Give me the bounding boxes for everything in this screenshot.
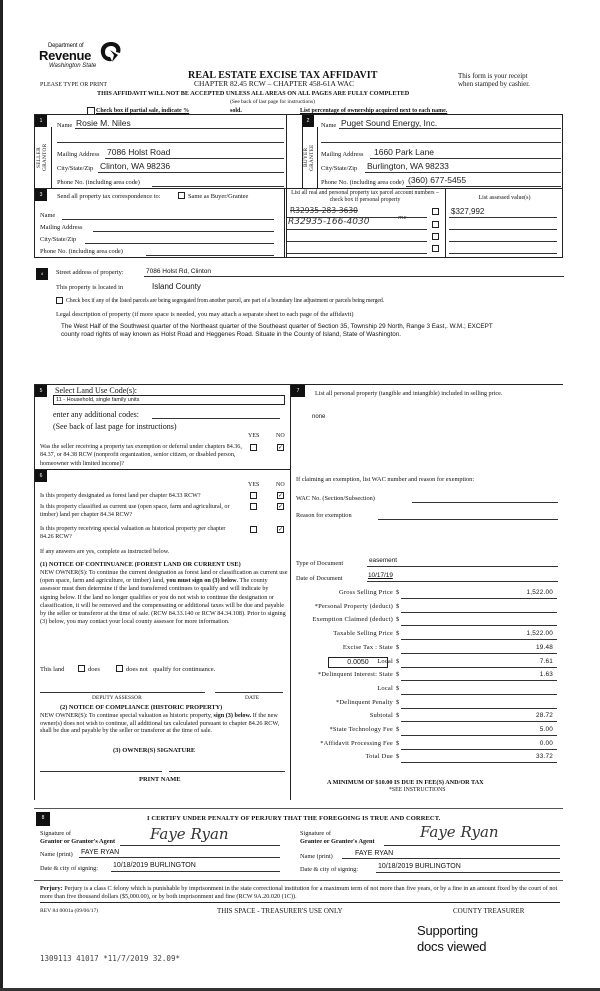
personal-property-checkbox[interactable] (432, 233, 439, 240)
fee-row (300, 740, 557, 750)
receipt-note-1: This form is your receipt (458, 72, 528, 80)
buyer-phone-field[interactable]: (360) 677-5455 (408, 175, 467, 185)
fee-amount-field[interactable]: 19.48 (536, 643, 553, 651)
section-3-badge: 3 (35, 189, 47, 201)
fee-row (300, 603, 557, 613)
seller-name-field[interactable]: Rosie M. Niles (76, 118, 131, 128)
this-land-label: This land (40, 666, 65, 673)
buyer-name-line-2 (321, 142, 561, 143)
owner-signature-line[interactable] (40, 771, 162, 772)
grantee-sig-label-1: Signature of (300, 830, 331, 837)
doc-type-label: Type of Document (296, 560, 344, 567)
personal-property-value[interactable]: none (312, 414, 326, 420)
fee-row (300, 699, 557, 709)
fee-label: Excise Tax : State (342, 643, 393, 651)
notice1-post: . The county assessor must then determine if the land transferred continues to qualify and will indicate by signing below. If the land no longer qualifies or you do not wish to continue the designation or classification, it will be removed and the compensating or additional taxes will be due and payable by the seller or transferor at the time of sale. (RCW 84.33.140 or RCW 84.34.108). Prior to signing (3) below, you may contact your local county assessor for more information. (40, 577, 286, 626)
grantee-signature[interactable]: Faye Ryan (420, 823, 499, 841)
no-header-6: NO (276, 482, 285, 488)
wac-line[interactable] (412, 502, 558, 503)
doc-date-line (367, 581, 558, 582)
does-not-label: does not (126, 666, 148, 673)
fee-label: Local (377, 684, 393, 692)
notice1-text (40, 569, 288, 626)
buyer-mailing-field[interactable]: 1660 Park Lane (374, 147, 435, 157)
assessed-line (449, 217, 557, 218)
fee-label: Gross Selling Price (339, 589, 393, 596)
fee-line (401, 749, 557, 750)
fee-row (300, 726, 557, 736)
fee-line (401, 680, 557, 681)
section-1-badge: 1 (35, 115, 47, 127)
section-7-badge: 7 (291, 385, 305, 397)
reason-label: Reason for exemption (296, 512, 352, 519)
see-back-note: (See back of last page for instructions) (230, 99, 315, 105)
grantor-name-field[interactable]: FAYE RYAN (81, 849, 120, 856)
additional-codes-label: enter any additional codes: (53, 410, 139, 419)
owner-signature-label: (3) OWNER(S) SIGNATURE (113, 747, 196, 754)
parcel-line[interactable] (287, 253, 427, 254)
fee-line (401, 639, 557, 640)
land-use-label: Select Land Use Code(s): (55, 386, 137, 395)
grantor-sig-line (120, 845, 280, 846)
legal-description[interactable]: The West Half of the Southwest quarter of the Northeast quarter of the Southeast quarter of Section 35, Township 29 North, Range 3 East,. W.M.; EXCEPT county road rights of way known as Holst Road and Heggenes Road. Situate in the County of Island, State of Washington. (61, 323, 493, 339)
form-warning: THIS AFFIDAVIT WILL NOT BE ACCEPTED UNLESS ALL AREAS ON ALL PAGES ARE FULLY COMPLETED (97, 90, 410, 97)
fee-label: *Personal Property (deduct) (314, 602, 393, 610)
buyer-label: BUYER (303, 147, 309, 168)
fee-label: Total Due (365, 753, 393, 761)
doc-date-label: Date of Document (296, 575, 343, 582)
assessor-date-line[interactable] (215, 692, 283, 693)
logo-state: Washington State (49, 63, 97, 69)
logo-dept: Department of (48, 43, 84, 49)
grantee-date-field[interactable]: 10/18/2019 BURLINGTON (378, 863, 461, 870)
dollar-sign: $ (396, 698, 400, 706)
fee-line (401, 625, 557, 626)
fee-amount-field[interactable]: 1,522.00 (526, 589, 553, 596)
stamp-docs-viewed: docs viewed (417, 939, 487, 954)
exemption-yes-checkbox[interactable] (250, 444, 257, 451)
dollar-sign: $ (396, 643, 400, 651)
fee-label: Subtotal (369, 712, 393, 720)
deputy-assessor-label: DEPUTY ASSESSOR (92, 695, 142, 701)
exemption-question: Was the seller receiving a property tax exemption or deferral under chapters 84.36, 84.37, or 84.38 RCW (nonprofit organization, senior citizen, or disabled person, homeowner with limited income)? (40, 444, 242, 467)
grantor-label: GRANTOR (42, 143, 49, 172)
fee-line (401, 762, 557, 763)
exemption-no-checkbox[interactable]: ✓ (278, 444, 284, 451)
grantor-date-label: Date & city of signing: (40, 865, 99, 872)
seller-name-label: Name (57, 122, 73, 129)
buyer-mailing-line (370, 158, 561, 159)
assessed-line[interactable] (449, 241, 557, 242)
dollar-sign: $ (396, 726, 400, 733)
personal-property-checkbox[interactable] (432, 208, 439, 215)
doc-date-field[interactable]: 10/17/19 (368, 572, 393, 579)
buyer-city-label: City/State/Zip (321, 165, 358, 172)
buyer-name-line (339, 128, 561, 129)
fee-label: Exemption Claimed (deduct) (312, 616, 393, 624)
scan-edge (0, 0, 3, 991)
perjury-bold: Perjury: (40, 885, 63, 892)
fee-label: *Delinquent Penalty (335, 698, 393, 706)
forest-yes-checkbox[interactable] (250, 492, 257, 499)
parcel-line[interactable] (287, 241, 427, 242)
perjury-notice (40, 885, 560, 903)
street-field[interactable]: 7086 Holst Rd, Clinton (146, 268, 212, 275)
ownership-note: List percentage of ownership acquired next to each name. (300, 108, 448, 114)
fee-label: Local (377, 657, 393, 665)
mid-divider (290, 384, 291, 800)
legal-label: Legal description of property (if more space is needed, you may attach a separate sheet to each page of the affidavit) (56, 311, 354, 318)
fee-row (300, 589, 557, 599)
seller-mailing-line (105, 158, 284, 159)
dollar-sign: $ (396, 602, 400, 610)
fee-line (401, 708, 557, 709)
treasurer-space: THIS SPACE - TREASURER'S USE ONLY (217, 907, 343, 915)
dollar-sign: $ (396, 739, 400, 747)
buyer-city-line (365, 172, 561, 173)
notice2-post: If the new owner(s) does not wish to continue, all additional tax calculated pursuant to chapter 84.26 RCW, shall be due and payable by the seller or transferor at the time of sale. (40, 712, 280, 734)
buyer-name-field[interactable]: Puget Sound Energy, Inc. (341, 118, 438, 128)
section-4-badge: 4 (36, 268, 48, 280)
grantor-sig-label-1: Signature of (40, 830, 71, 837)
corr-phone-label: Phone No. (including area code) (40, 248, 123, 255)
historic-yes-checkbox[interactable] (250, 526, 257, 533)
receipt-note-2: when stamped by cashier. (458, 80, 530, 88)
fee-row (300, 712, 557, 722)
same-as-buyer-label: Same as Buyer/Grantee (188, 193, 249, 200)
qualify-label: qualify for continuance. (153, 666, 216, 673)
seller-phone-label: Phone No. (including area code) (57, 179, 140, 186)
additional-codes-line[interactable] (152, 418, 280, 419)
rev-label: REV 84 0001a (09/06/17) (40, 908, 99, 914)
corr-city-label: City/State/Zip (40, 236, 77, 243)
buyer-side-label (303, 135, 317, 180)
fee-line (401, 598, 557, 599)
fee-row (300, 753, 557, 763)
notice2-text (40, 712, 288, 735)
forest-no-checkbox[interactable]: ✓ (278, 492, 284, 499)
parcel-number-field[interactable]: R32935-166-4030 (288, 217, 370, 227)
wac-label: WAC No. (Section/Subsection) (296, 495, 375, 502)
parcel-number-field[interactable]: R32935-283-3630 (290, 206, 358, 215)
correspondence-label: Send all property tax correspondence to: (57, 193, 161, 200)
grantee-sig-line (384, 845, 560, 846)
dollar-sign: $ (396, 616, 400, 624)
grantor-date-field[interactable]: 10/18/2019 BURLINGTON (113, 862, 196, 869)
form-title: REAL ESTATE EXCISE TAX AFFIDAVIT (188, 70, 378, 81)
grantee-date-line (376, 872, 560, 873)
no-header-5: NO (276, 433, 285, 439)
local-rate-field[interactable]: 0.0050 (328, 657, 388, 668)
fee-line (401, 612, 557, 613)
fee-label: *Affidavit Processing Fee (320, 739, 393, 747)
print-name-line[interactable] (169, 771, 285, 772)
forest-land-question: Is this property designated as forest land per chapter 84.33 RCW? (40, 493, 201, 499)
receipt-code: 1309113 41017 *11/7/2019 32.09* (40, 954, 180, 963)
fee-line (401, 721, 557, 722)
historic-no-checkbox[interactable]: ✓ (278, 526, 284, 533)
located-label: This property is located in (56, 284, 124, 291)
see-instructions: *SEE INSTRUCTIONS (389, 787, 446, 793)
street-line (144, 276, 564, 277)
corr-mailing-line[interactable] (93, 231, 274, 232)
buyer-phone-line (406, 186, 561, 187)
section-2-badge: 2 (302, 115, 314, 127)
buyer-name-label: Name (321, 122, 337, 129)
stamp-supporting: Supporting (417, 923, 478, 938)
deputy-assessor-line[interactable] (40, 692, 205, 693)
current-use-yes-checkbox[interactable] (250, 503, 257, 510)
notice2-bold: sign (3) below. (213, 712, 252, 719)
section-6-badge: 6 (35, 470, 47, 482)
grantor-name-label: Name (print) (40, 851, 73, 858)
county-treasurer: COUNTY TREASURER (453, 907, 525, 915)
form-chapter: CHAPTER 82.45 RCW – CHAPTER 458-61A WAC (194, 79, 354, 88)
fee-line (401, 667, 557, 668)
notice2-title: (2) NOTICE OF COMPLIANCE (HISTORIC PROPERTY) (60, 704, 223, 711)
fee-amount-field[interactable]: 33.72 (536, 753, 553, 761)
segregated-checkbox[interactable] (56, 297, 63, 304)
fee-row (300, 616, 557, 626)
fee-line (401, 735, 557, 736)
fee-row (300, 630, 557, 640)
assessed-header: List assessed value(s) (478, 195, 531, 201)
grantee-name-label: Name (print) (300, 853, 333, 860)
dollar-sign: $ (396, 684, 400, 692)
section-5-badge: 5 (35, 385, 47, 397)
notice1-pre: NEW OWNER(S): To continue the current designation as forest land or classification as current use (open space, farm and agriculture, or timber) land, (40, 569, 288, 585)
street-label: Street address of property: (56, 269, 124, 276)
current-use-question: Is this property classified as current use (open space, farm and agricultural, or timber) land per chapter 84.34 RCW? (40, 504, 230, 519)
seller-mailing-label: Mailing Address (57, 151, 100, 158)
personal-property-checkbox[interactable] (432, 221, 439, 228)
print-name-label: PRINT NAME (139, 776, 181, 783)
dor-logo-icon (99, 41, 123, 63)
minimum-note: A MINIMUM OF $10.00 IS DUE IN FEE(S) AND/OR TAX (327, 779, 484, 786)
fee-label: *Delinquent Interest: State (317, 671, 393, 679)
does-label: does (88, 666, 100, 673)
fee-label: Taxable Selling Price (333, 630, 393, 638)
fee-line (401, 694, 557, 695)
seller-city-field[interactable]: Clinton, WA 98236 (100, 161, 171, 171)
fee-amount-field[interactable]: 7.61 (539, 657, 553, 665)
fee-amount-field[interactable]: 0.00 (539, 739, 553, 747)
assessor-date-label: DATE (245, 695, 260, 701)
certify-statement: I CERTIFY UNDER PENALTY OF PERJURY THAT THE FOREGOING IS TRUE AND CORRECT. (147, 815, 441, 822)
buyer-city-field[interactable]: Burlington, WA 98233 (367, 161, 449, 171)
grantee-sig-label-2: Grantee or Grantee's Agent (300, 838, 375, 845)
grantee-label: GRANTEE (309, 144, 316, 171)
seller-mailing-field[interactable]: 7086 Holst Road (107, 147, 171, 157)
corr-name-label: Name (40, 212, 56, 219)
doc-type-line (367, 566, 558, 567)
fee-row (300, 685, 557, 695)
corr-mailing-label: Mailing Address (40, 224, 83, 231)
assessed-line[interactable] (449, 229, 557, 230)
yes-header-5: YES (248, 433, 260, 439)
grantor-signature[interactable]: Faye Ryan (150, 825, 229, 843)
personal-property-checkbox[interactable] (432, 245, 439, 252)
dor-logo (37, 39, 127, 71)
perjury-text: Perjury is a class C felony which is punishable by imprisonment in the state correctional institution for a maximum term of not more than five years, or by a fine in an amount fixed by the court of not more than five thousand dollars ($5,000.00), or by both imprisonment and fine (RCW 9A.20.020 (1C)). (40, 885, 558, 901)
fee-line (401, 653, 557, 654)
parcels-header: List all real and personal property tax parcel account numbers – check box if personal property (291, 190, 439, 203)
grantee-date-label: Date & city of signing: (300, 866, 359, 873)
personal-property-label: List all personal property (tangible and intangible) included in selling price. (315, 390, 503, 397)
grantee-name-field[interactable]: FAYE RYAN (355, 850, 394, 857)
buyer-mailing-label: Mailing Address (321, 151, 364, 158)
same-as-buyer-checkbox[interactable] (178, 192, 185, 199)
parcel-line (287, 229, 427, 230)
fee-amount-field[interactable]: 1.63 (539, 671, 553, 679)
fee-label: *State Technology Fee (329, 726, 393, 733)
does-checkbox[interactable] (78, 665, 85, 672)
fee-row (300, 671, 557, 681)
fee-amount-field[interactable]: 1,522.00 (526, 630, 553, 638)
fee-row (300, 644, 557, 654)
does-not-checkbox[interactable] (116, 665, 123, 672)
parcel-annotation: -mc (396, 215, 407, 221)
assessed-value-field[interactable]: $327,992 (451, 207, 485, 216)
if-yes-note: If any answers are yes, complete as instructed below. (40, 549, 170, 555)
dollar-sign: $ (396, 657, 400, 665)
reason-line[interactable] (378, 519, 558, 520)
yes-header-6: YES (248, 482, 260, 488)
segregated-label: Check box if any of the listed parcels are being segregated from another parcel, are part of a boundary line adjustment or parcels being merged. (66, 298, 385, 304)
partial-sale-label: Check box if partial sale, indicate % (96, 108, 190, 114)
fee-amount-field[interactable]: 5.00 (539, 726, 553, 733)
corr-name-line[interactable] (62, 219, 274, 220)
notice1-title: (1) NOTICE OF CONTINUANCE (FOREST LAND OR CURRENT USE) (40, 561, 241, 568)
seller-name-line (75, 128, 284, 129)
seller-label: SELLER (36, 147, 42, 168)
land-use-see-back: (See back of last page for instructions) (53, 422, 177, 431)
dollar-sign: $ (396, 712, 400, 720)
section-8-top-line (34, 808, 563, 809)
assessed-line[interactable] (449, 253, 557, 254)
grantor-sig-label-2: Grantor or Grantor's Agent (40, 838, 116, 845)
doc-type-field[interactable]: easement (369, 557, 398, 564)
exemption-claim-label: If claiming an exemption, list WAC number and reason for exemption: (296, 476, 475, 483)
current-use-no-checkbox[interactable]: ✓ (278, 503, 284, 510)
sold-label: sold. (230, 108, 242, 114)
seller-side-label (36, 135, 51, 180)
notice1-bold: you must sign on (3) below (166, 577, 237, 585)
corr-city-line[interactable] (85, 243, 274, 244)
grantor-name-line (79, 857, 280, 858)
seller-city-line (98, 172, 284, 173)
section-8-badge: 8 (36, 812, 50, 826)
grantee-name-line (342, 858, 560, 859)
grantor-date-line (111, 871, 280, 872)
county-field[interactable]: Island County (152, 282, 201, 291)
dollar-sign: $ (396, 630, 400, 638)
section-6-divider (34, 469, 291, 470)
notice2-pre: NEW OWNER(S): To continue special valuation as historic property, (40, 712, 212, 719)
buyer-phone-label: Phone No. (including area code) (321, 179, 404, 186)
land-use-select[interactable]: 11 - Household, single family units (53, 395, 285, 405)
seller-phone-line[interactable] (152, 186, 284, 187)
historic-question: Is this property receiving special valuation as historical property per chapter 84.26 RCW? (40, 526, 226, 541)
section-8-bottom-line (34, 880, 563, 881)
seller-city-label: City/State/Zip (57, 165, 94, 172)
dollar-sign: $ (396, 671, 400, 679)
dollar-sign: $ (396, 589, 400, 596)
corr-phone-line[interactable] (146, 255, 274, 256)
logo-revenue: Revenue (39, 48, 92, 63)
dollar-sign: $ (396, 753, 400, 761)
seller-name-line-2 (57, 142, 284, 143)
fee-amount-field[interactable]: 28.72 (536, 712, 553, 720)
please-type: PLEASE TYPE OR PRINT (40, 82, 108, 88)
